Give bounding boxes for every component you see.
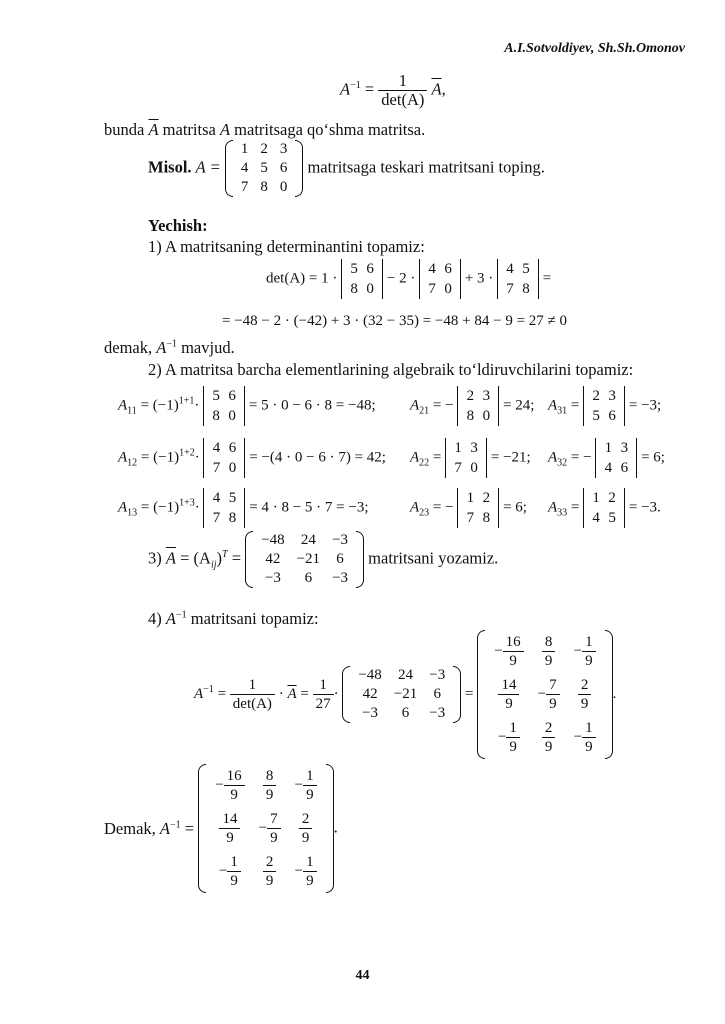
matrix-cell: 42 [362, 686, 378, 702]
matrix-cell: $\frac{14}{9}$ [487, 673, 530, 716]
bunda-line [104, 120, 425, 140]
matrix-cell: 3 [279, 141, 288, 157]
det-op2: − 2 · [386, 270, 416, 287]
det-minor-2: 4 6 7 0 [419, 259, 461, 299]
matrix-cell: − $\frac{16}{9}$ [208, 764, 251, 807]
bunda-pre: bunda [104, 120, 145, 139]
cofactor-a11: $A_{11} = (-1)^{1+1}\cdot 5$ 6 8 0 = 5 · 0 − 6 · 8 = −48; [118, 388, 376, 424]
page-number: 44 [355, 968, 370, 983]
demak-line-1 [104, 338, 235, 358]
det-minor-1: 5 6 8 0 [341, 259, 383, 299]
formula-fraction [378, 72, 427, 109]
matrix-cell: − $\frac{1}{9}$ [208, 850, 251, 893]
matrix-cell: $\frac{2}{9}$ [567, 673, 603, 716]
matrix-cell: 6 [401, 705, 410, 721]
final-frac-matrix [477, 630, 612, 759]
det-expansion [266, 259, 551, 299]
demak1-sup: −1 [166, 338, 177, 350]
matrix-cell: 0 [279, 179, 288, 195]
matrix-cell: 6 [433, 686, 441, 702]
adjugate-matrix [245, 531, 364, 588]
matrix-cell: − $\frac{1}{9}$ [487, 716, 530, 759]
matrix-cell: −48 [358, 667, 382, 683]
cofactor-a12: $A_{12} = (-1)^{1+2}\cdot 4$ 6 7 0 = −(4 · 0 − 6 · 7) = 42; [118, 440, 386, 476]
matrix-cell: −3 [429, 667, 446, 683]
demak-final: Demak, $A^{-1}$ = − $\frac{16}{9}$ $\frac{8}{9}$ − $\frac{1}{9}$ $\frac{14}{9}$ − $\frac{7}{9}$ $\frac{2}{9}$ − $\frac{1}{9}$ $\frac{2}{9}$ − $\frac{1}{9}$ . [104, 764, 338, 893]
yechish-label: Yechish: [148, 216, 208, 235]
det-result: = −48 − 2 · (−42) + 3 · (32 − 35) = −48 + 84 − 9 = 27 ≠ 0 [222, 313, 568, 329]
matrix-cell: −48 [261, 532, 285, 548]
det-lhs: det(A) = 1 · [266, 270, 338, 287]
matrix-cell: 2 [260, 141, 268, 157]
cofactor-a33: $A_{33} = 1$ 2 4 5 = −3. [548, 490, 661, 526]
fraction-den: det(A) [381, 90, 425, 109]
matrix-cell: −3 [362, 705, 379, 721]
formula-eq: = [364, 79, 375, 99]
fraction-num: 1 [378, 72, 427, 91]
matrix-cell: $\frac{2}{9}$ [252, 850, 288, 893]
misol-sym: A = [195, 157, 221, 177]
result-frac-matrix [198, 764, 333, 893]
matrix-cell: − $\frac{7}{9}$ [252, 807, 288, 850]
running-header: A.I.Sotvoldiyev, Sh.Sh.Omonov [504, 41, 685, 56]
matrix-cell: 42 [265, 551, 281, 567]
matrix-cell: −21 [393, 686, 418, 702]
matrix-cell: 7 [240, 179, 249, 195]
misol-block [148, 140, 545, 197]
formula-tail: , [441, 79, 446, 99]
matrix-cell: 24 [300, 532, 316, 548]
matrix-cell: −3 [332, 532, 349, 548]
misol-text: matritsaga teskari matritsani toping. [307, 157, 545, 177]
matrix-cell: 24 [398, 667, 414, 683]
matrix-cell: − $\frac{7}{9}$ [531, 673, 567, 716]
matrix-cell: 1 [240, 141, 249, 157]
det-minor-3: 4 5 7 8 [497, 259, 539, 299]
bunda-sym1: $\overline{A}$ [148, 120, 159, 139]
matrix-cell: −3 [332, 570, 349, 586]
matrix-cell: 6 [279, 160, 288, 176]
matrix-cell: 4 [240, 160, 249, 176]
matrix-cell: $\frac{2}{9}$ [531, 716, 567, 759]
det-op3: + 3 · [464, 270, 494, 287]
matrix-cell: 6 [336, 551, 344, 567]
matrix-cell: $\frac{8}{9}$ [531, 630, 567, 673]
matrix-cell: 8 [260, 179, 268, 195]
final-formula: $A^{-1}$ = $\frac{1}{\det(A)}$ · $\overline{A}$ = $\frac{1}{27}$ · −48 24 −3 42 −21 6 −3 6 −3 = − $\frac{16}{9}$ $\frac{8}{9}$ − $\frac{1}{9}$ $\frac{14}{9}$ − $\frac{7}{9}$ $\frac{2}{9}$ − $\frac{1}{9}$ $\frac{2}{9}$ − $\frac{1}{9}$ . [194, 630, 616, 759]
matrix-cell: 5 [260, 160, 268, 176]
demak1-pre: demak, [104, 338, 157, 357]
cofactor-a21: $A_{21}$ = − 2 3 8 0 = 24; [410, 388, 535, 424]
formula-rhs: $\overline{A}$ [431, 79, 442, 99]
matrix-cell: $\frac{2}{9}$ [288, 807, 324, 850]
bunda-sym2: A [219, 120, 231, 139]
step4-text: 4) $A^{-1}$ matritsani topamiz: [148, 609, 319, 628]
inverse-formula [340, 72, 446, 109]
cofactor-a31: $A_{31} = 2$ 3 5 6 = −3; [548, 388, 662, 424]
matrix-cell: −3 [429, 705, 446, 721]
matrix-cell: 6 [304, 570, 313, 586]
demak1-post: mavjud. [181, 338, 235, 357]
final-int-matrix [342, 666, 461, 723]
formula-lhs-sup: −1 [350, 79, 361, 91]
misol-matrix [225, 140, 304, 197]
formula-lhs: A [340, 79, 351, 99]
matrix-cell: $\frac{14}{9}$ [208, 807, 251, 850]
step3-block: 3) $\overline{A} = (A_{ij})^T$ = −48 24 −3 42 −21 6 −3 6 −3 matritsani yozamiz. [148, 532, 499, 586]
demak1-sym: A [156, 338, 167, 357]
step2-text: 2) A matritsa barcha elementlarining algebraik to‘ldiruvchilarini topamiz: [148, 360, 634, 379]
cofactor-a22: $A_{22} = 1$ 3 7 0 = −21; [410, 440, 531, 476]
matrix-cell: − $\frac{1}{9}$ [288, 764, 324, 807]
matrix-cell: −21 [296, 551, 321, 567]
bunda-mid: matritsa [162, 120, 216, 139]
cofactor-a23: $A_{23}$ = − 1 2 7 8 = 6; [410, 490, 527, 526]
misol-label: Misol. [148, 157, 192, 177]
matrix-cell: − $\frac{1}{9}$ [567, 716, 603, 759]
bunda-post: matritsaga qo‘shma matritsa. [234, 120, 426, 139]
cofactor-a32: $A_{32}$ = − 1 3 4 6 = 6; [548, 440, 665, 476]
step1-text: 1) A matritsaning determinantini topamiz: [148, 237, 425, 256]
det-tail: = [542, 270, 552, 287]
matrix-cell: − $\frac{16}{9}$ [487, 630, 530, 673]
matrix-cell: − $\frac{1}{9}$ [288, 850, 324, 893]
cofactor-a13: $A_{13} = (-1)^{1+3}\cdot 4$ 5 7 8 = 4 · 8 − 5 · 7 = −3; [118, 490, 369, 526]
matrix-cell: $\frac{8}{9}$ [252, 764, 288, 807]
matrix-cell: − $\frac{1}{9}$ [567, 630, 603, 673]
matrix-cell: −3 [264, 570, 281, 586]
